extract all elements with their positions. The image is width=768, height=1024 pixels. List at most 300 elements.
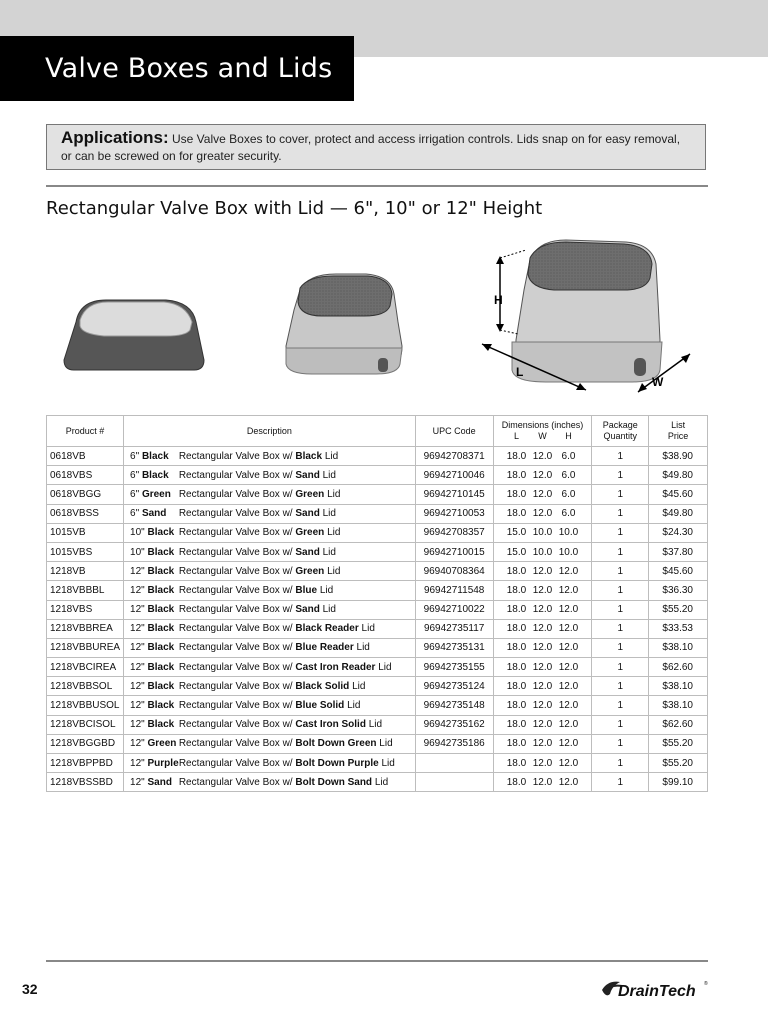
dim-width: 12.0: [532, 604, 553, 616]
size: 6": [130, 488, 140, 500]
dimensions: [493, 485, 592, 504]
dimensions: [493, 542, 592, 561]
description-text: Rectangular Valve Box w/: [178, 642, 293, 654]
product-code: 1218VBBUREA: [47, 638, 124, 657]
dim-height: 12.0: [558, 661, 579, 673]
table-row: [47, 523, 708, 542]
lid-type: Green: [295, 565, 325, 577]
dimensions: [493, 504, 592, 523]
dimensions: [493, 466, 592, 485]
description-text: Rectangular Valve Box w/: [178, 565, 293, 577]
divider-top: [46, 185, 708, 187]
product-description: [124, 677, 416, 696]
size-color: [130, 566, 176, 577]
dim-width: 12.0: [532, 738, 553, 750]
header-dimensions: [493, 416, 592, 447]
table-row: [47, 581, 708, 600]
size: 12": [130, 757, 145, 769]
length-label: L: [516, 365, 524, 379]
product-code: 1218VBSSBD: [47, 773, 124, 792]
product-code: 1218VBCISOL: [47, 715, 124, 734]
table-row: [47, 504, 708, 523]
description-text: Rectangular Valve Box w/: [178, 469, 293, 481]
upc-code: 96942735124: [415, 677, 493, 696]
product-images: [46, 230, 708, 410]
dim-length: 18.0: [506, 700, 527, 712]
product-code: 1218VBCIREA: [47, 658, 124, 677]
dimensions: [493, 447, 592, 466]
size-color: [130, 527, 176, 538]
valve-box-12in-image: [482, 240, 690, 392]
package-quantity: 1: [592, 658, 649, 677]
box-color: Black: [147, 584, 175, 596]
product-description: [124, 734, 416, 753]
dim-width: 12.0: [532, 508, 553, 520]
dim-width: 12.0: [532, 584, 553, 596]
description-text: Rectangular Valve Box w/: [178, 508, 293, 520]
package-quantity: 1: [592, 562, 649, 581]
lid-suffix: Lid: [381, 757, 395, 769]
dim-length: 15.0: [506, 546, 527, 558]
size: 12": [130, 623, 145, 635]
applications-box: [46, 124, 706, 170]
page-title: Valve Boxes and Lids: [45, 53, 333, 84]
dimensions: [493, 773, 592, 792]
package-quantity: 1: [592, 523, 649, 542]
size-color: [130, 719, 176, 730]
page-number: 32: [22, 981, 38, 997]
lid-type: Black Reader: [295, 623, 359, 635]
size: 12": [130, 642, 145, 654]
upc-code: 96940708364: [415, 562, 493, 581]
upc-code: 96942708371: [415, 447, 493, 466]
dim-height: 12.0: [558, 565, 579, 577]
size: 12": [130, 565, 145, 577]
table-row: [47, 658, 708, 677]
dim-width: 12.0: [532, 488, 553, 500]
valve-box-10in-image: [286, 274, 402, 374]
divider-bottom: [46, 960, 708, 962]
header-dimensions-subs: [497, 431, 589, 442]
box-color: Black: [147, 680, 175, 692]
table-row: [47, 638, 708, 657]
dim-height: 6.0: [561, 488, 576, 500]
product-description: [124, 600, 416, 619]
dim-width: 12.0: [532, 719, 553, 731]
list-price: $99.10: [649, 773, 708, 792]
dimensions: [493, 581, 592, 600]
package-quantity: 1: [592, 447, 649, 466]
size-color: [130, 738, 176, 749]
list-price: $38.10: [649, 677, 708, 696]
package-quantity: 1: [592, 677, 649, 696]
dimensions: [493, 658, 592, 677]
dim-width: 12.0: [532, 680, 553, 692]
lid-suffix: Lid: [322, 469, 336, 481]
size: 12": [130, 719, 145, 731]
dim-height: 12.0: [558, 700, 579, 712]
lid-type: Black Solid: [295, 680, 350, 692]
package-quantity: 1: [592, 638, 649, 657]
package-quantity: 1: [592, 542, 649, 561]
table-row: [47, 562, 708, 581]
description-text: Rectangular Valve Box w/: [178, 680, 293, 692]
product-code: 0618VBS: [47, 466, 124, 485]
product-description: [124, 696, 416, 715]
product-code: 0618VBGG: [47, 485, 124, 504]
lid-type: Green: [295, 488, 325, 500]
product-description: [124, 754, 416, 773]
header-list-line2: Price: [667, 431, 689, 441]
height-label: H: [494, 293, 503, 307]
lid-type: Blue: [295, 584, 318, 596]
width-label: W: [652, 375, 664, 389]
dimensions: [493, 619, 592, 638]
list-price: $36.30: [649, 581, 708, 600]
product-code: 1218VBPPBD: [47, 754, 124, 773]
draintech-logo: [598, 976, 710, 1002]
package-quantity: 1: [592, 619, 649, 638]
table-row: [47, 773, 708, 792]
lid-type: Sand: [295, 604, 320, 616]
upc-code: 96942710145: [415, 485, 493, 504]
description-text: Rectangular Valve Box w/: [178, 700, 293, 712]
box-color: Black: [147, 546, 175, 558]
size-color: [130, 623, 176, 634]
upc-code: 96942735155: [415, 658, 493, 677]
header-dimensions-label: Dimensions (inches): [501, 420, 584, 430]
lid-type: Bolt Down Green: [295, 738, 377, 750]
description-text: Rectangular Valve Box w/: [178, 623, 293, 635]
dim-height: 12.0: [558, 738, 579, 750]
box-color: Purple: [147, 757, 179, 769]
description-text: Rectangular Valve Box w/: [178, 450, 293, 462]
list-price: $45.60: [649, 562, 708, 581]
package-quantity: 1: [592, 504, 649, 523]
dim-height: 6.0: [561, 469, 576, 481]
size: 6": [130, 469, 140, 481]
dim-length: 18.0: [506, 508, 527, 520]
dim-height: 6.0: [561, 450, 576, 462]
applications-text: Use Valve Boxes to cover, protect and access irrigation controls. Lids snap on for easy removal, or can be screwed on for greater security.: [61, 132, 681, 163]
dim-length: 18.0: [506, 661, 527, 673]
table-row: [47, 542, 708, 561]
dim-width: 12.0: [532, 469, 553, 481]
dim-height: 12.0: [558, 642, 579, 654]
dim-length: 18.0: [506, 757, 527, 769]
table-row: [47, 754, 708, 773]
product-code: 1218VBBSOL: [47, 677, 124, 696]
size-color: [130, 489, 176, 500]
valve-box-6in-image: [64, 300, 204, 370]
lid-suffix: Lid: [327, 565, 341, 577]
size-color: [130, 642, 176, 653]
box-color: Black: [147, 565, 175, 577]
header-upc: UPC Code: [415, 416, 493, 447]
table-row: [47, 696, 708, 715]
box-color: Black: [147, 527, 175, 539]
dim-height: 10.0: [558, 527, 579, 539]
dim-height: 6.0: [561, 508, 576, 520]
list-price: $55.20: [649, 600, 708, 619]
table-header-row: [47, 416, 708, 447]
dim-length: 18.0: [506, 565, 527, 577]
size: 12": [130, 776, 145, 788]
package-quantity: 1: [592, 754, 649, 773]
dim-width: 12.0: [532, 776, 553, 788]
lid-suffix: Lid: [356, 642, 370, 654]
product-description: [124, 562, 416, 581]
dim-width: 10.0: [532, 546, 553, 558]
dim-width: 12.0: [532, 700, 553, 712]
package-quantity: 1: [592, 485, 649, 504]
description-text: Rectangular Valve Box w/: [178, 719, 293, 731]
lid-type: Blue Reader: [295, 642, 354, 654]
lid-type: Green: [295, 527, 325, 539]
box-color: Black: [147, 623, 175, 635]
dim-width: 12.0: [532, 450, 553, 462]
dim-width: 12.0: [532, 757, 553, 769]
list-price: $49.80: [649, 504, 708, 523]
table-row: [47, 619, 708, 638]
header-list-price: [649, 416, 708, 447]
table-row: [47, 715, 708, 734]
size: 12": [130, 584, 145, 596]
package-quantity: 1: [592, 600, 649, 619]
header-dim-l: L: [513, 431, 519, 441]
header-description: Description: [124, 416, 416, 447]
dimensions: [493, 696, 592, 715]
lid-suffix: Lid: [327, 527, 341, 539]
lid-type: Sand: [295, 546, 320, 558]
product-description: [124, 447, 416, 466]
size: 12": [130, 680, 145, 692]
box-color: Black: [147, 661, 175, 673]
lid-suffix: Lid: [379, 738, 393, 750]
box-color: Sand: [141, 508, 167, 520]
header-package: [592, 416, 649, 447]
table-row: [47, 485, 708, 504]
list-price: $49.80: [649, 466, 708, 485]
lid-type: Sand: [295, 469, 320, 481]
lid-suffix: Lid: [347, 700, 361, 712]
dim-height: 12.0: [558, 680, 579, 692]
dim-width: 12.0: [532, 565, 553, 577]
lid-suffix: Lid: [327, 488, 341, 500]
box-color: Black: [147, 604, 175, 616]
dim-width: 12.0: [532, 661, 553, 673]
size: 12": [130, 738, 145, 750]
box-color: Sand: [147, 776, 172, 788]
dim-width: 12.0: [532, 642, 553, 654]
upc-code: 96942710053: [415, 504, 493, 523]
description-text: Rectangular Valve Box w/: [178, 738, 293, 750]
size: 12": [130, 700, 145, 712]
dim-height: 12.0: [558, 604, 579, 616]
header-list-line1: List: [671, 420, 686, 430]
dim-length: 18.0: [506, 776, 527, 788]
product-description: [124, 542, 416, 561]
product-code: 0618VBSS: [47, 504, 124, 523]
package-quantity: 1: [592, 715, 649, 734]
upc-code: 96942708357: [415, 523, 493, 542]
lid-suffix: Lid: [374, 776, 389, 788]
product-description: [124, 638, 416, 657]
list-price: $62.60: [649, 715, 708, 734]
dim-height: 12.0: [558, 757, 579, 769]
dimensions: [493, 715, 592, 734]
lid-type: Cast Iron Solid: [295, 719, 366, 731]
upc-code: 96942710015: [415, 542, 493, 561]
package-quantity: 1: [592, 773, 649, 792]
size-color: [130, 451, 176, 462]
list-price: $24.30: [649, 523, 708, 542]
header-dim-h: H: [565, 431, 572, 441]
size: 6": [130, 508, 140, 520]
description-text: Rectangular Valve Box w/: [178, 604, 293, 616]
products-table: [46, 415, 708, 792]
lid-type: Black: [295, 450, 323, 462]
lid-type: Cast Iron Reader: [295, 661, 376, 673]
package-quantity: 1: [592, 466, 649, 485]
dim-length: 18.0: [506, 469, 527, 481]
lid-suffix: Lid: [322, 604, 336, 616]
product-description: [124, 619, 416, 638]
product-code: 1218VBGGBD: [47, 734, 124, 753]
table-row: [47, 447, 708, 466]
svg-text:®: ®: [704, 981, 708, 987]
dimensions: [493, 562, 592, 581]
list-price: $38.90: [649, 447, 708, 466]
product-code: 1015VBS: [47, 542, 124, 561]
size-color: [130, 604, 176, 615]
list-price: $33.53: [649, 619, 708, 638]
dimensions: [493, 754, 592, 773]
list-price: $55.20: [649, 754, 708, 773]
list-price: $62.60: [649, 658, 708, 677]
list-price: $38.10: [649, 696, 708, 715]
list-price: $55.20: [649, 734, 708, 753]
dim-width: 10.0: [532, 527, 553, 539]
box-color: Black: [147, 642, 175, 654]
description-text: Rectangular Valve Box w/: [178, 488, 293, 500]
dim-height: 10.0: [558, 546, 579, 558]
box-color: Green: [147, 738, 177, 750]
lid-type: Sand: [295, 508, 320, 520]
product-code: 1218VB: [47, 562, 124, 581]
title-banner: [0, 36, 354, 101]
list-price: $45.60: [649, 485, 708, 504]
dimensions: [493, 638, 592, 657]
size-color: [130, 777, 176, 788]
dim-length: 15.0: [506, 527, 527, 539]
upc-code: 96942735186: [415, 734, 493, 753]
product-code: 1015VB: [47, 523, 124, 542]
upc-code: 96942735131: [415, 638, 493, 657]
dim-length: 18.0: [506, 450, 527, 462]
dim-length: 18.0: [506, 719, 527, 731]
upc-code: [415, 754, 493, 773]
lid-type: Bolt Down Purple: [295, 757, 379, 769]
header-dim-w: W: [538, 431, 547, 441]
box-color: Black: [141, 450, 169, 462]
dim-width: 12.0: [532, 623, 553, 635]
product-description: [124, 523, 416, 542]
svg-text:DrainTech: DrainTech: [618, 983, 696, 1000]
dim-height: 12.0: [558, 776, 579, 788]
upc-code: 96942710046: [415, 466, 493, 485]
lid-suffix: Lid: [378, 661, 392, 673]
header-package-line2: Quantity: [603, 431, 638, 441]
size-color: [130, 508, 176, 519]
table-row: [47, 677, 708, 696]
size: 10": [130, 527, 145, 539]
list-price: $37.80: [649, 542, 708, 561]
description-text: Rectangular Valve Box w/: [178, 584, 293, 596]
size-color: [130, 585, 176, 596]
size-color: [130, 547, 176, 558]
dim-height: 12.0: [558, 719, 579, 731]
dim-length: 18.0: [506, 680, 527, 692]
box-color: Black: [141, 469, 169, 481]
upc-code: [415, 773, 493, 792]
upc-code: 96942711548: [415, 581, 493, 600]
upc-code: 96942735148: [415, 696, 493, 715]
dim-height: 12.0: [558, 584, 579, 596]
description-text: Rectangular Valve Box w/: [178, 757, 293, 769]
dim-height: 12.0: [558, 623, 579, 635]
description-text: Rectangular Valve Box w/: [178, 546, 293, 558]
size-color: [130, 470, 176, 481]
package-quantity: 1: [592, 581, 649, 600]
lid-suffix: Lid: [322, 546, 336, 558]
dim-length: 18.0: [506, 584, 527, 596]
lid-suffix: Lid: [319, 584, 334, 596]
product-code: 1218VBS: [47, 600, 124, 619]
applications-label: Applications:: [61, 128, 169, 147]
lid-suffix: Lid: [352, 680, 366, 692]
dimensions: [493, 734, 592, 753]
product-code: 1218VBBBL: [47, 581, 124, 600]
size-color: [130, 757, 179, 769]
description-text: Rectangular Valve Box w/: [178, 776, 293, 788]
dimensions: [493, 677, 592, 696]
size-color: [130, 662, 176, 673]
product-code: 0618VB: [47, 447, 124, 466]
lid-suffix: Lid: [368, 719, 383, 731]
box-color: Black: [147, 719, 175, 731]
size-color: [130, 700, 176, 711]
dim-length: 18.0: [506, 488, 527, 500]
product-description: [124, 581, 416, 600]
lid-suffix: Lid: [361, 623, 375, 635]
product-code: 1218VBBUSOL: [47, 696, 124, 715]
table-row: [47, 466, 708, 485]
product-description: [124, 715, 416, 734]
header-product: Product #: [47, 416, 124, 447]
product-description: [124, 485, 416, 504]
size: 10": [130, 546, 145, 558]
size-color: [130, 681, 176, 692]
package-quantity: 1: [592, 696, 649, 715]
dim-length: 18.0: [506, 604, 527, 616]
product-description: [124, 658, 416, 677]
product-description: [124, 773, 416, 792]
description-text: Rectangular Valve Box w/: [178, 661, 293, 673]
box-color: Green: [141, 488, 171, 500]
upc-code: 96942710022: [415, 600, 493, 619]
lid-suffix: Lid: [322, 508, 336, 520]
